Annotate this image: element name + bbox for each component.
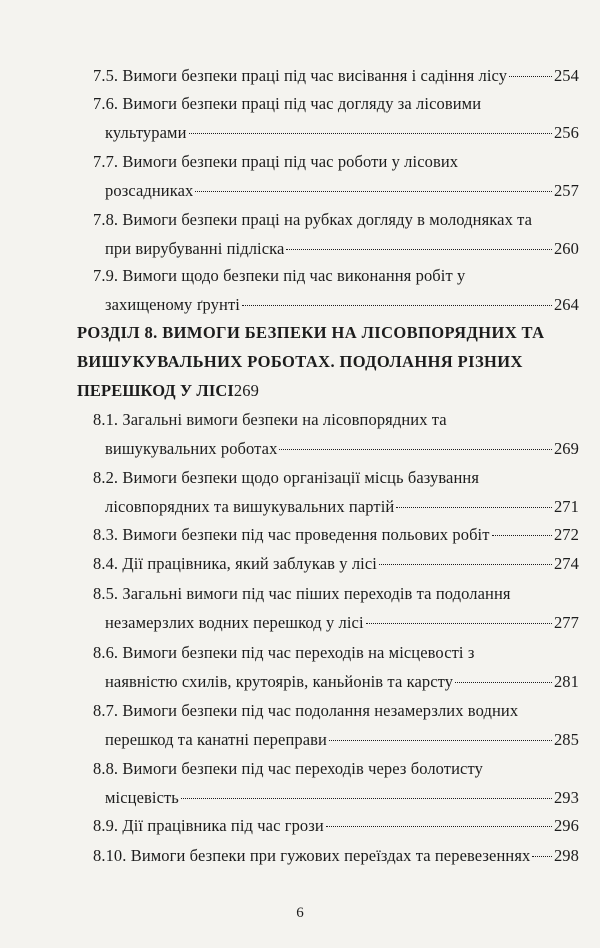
toc-entry-8-9 [93, 811, 579, 840]
section-title-line: РОЗДІЛ 8. ВИМОГИ БЕЗПЕКИ НА ЛІСОВПОРЯДНИХ ТА [77, 323, 545, 342]
toc-entry-title: 7.6. Вимоги безпеки праці під час догляду за лісовими [93, 94, 482, 113]
toc-entry-8-10 [93, 841, 579, 870]
toc-entry-7-6 [93, 89, 579, 147]
toc-line [93, 434, 579, 463]
toc-entry-7-7 [93, 147, 579, 205]
toc-entry-8-4 [93, 549, 579, 578]
section-title-line: ПЕРЕШКОД У ЛІСІ [77, 381, 234, 400]
toc-entry-8-7 [93, 696, 579, 754]
toc-line [93, 492, 579, 521]
toc-page-number: 257 [553, 181, 579, 200]
toc-entry-title-cont: лісовпорядних та вишукувальних партій [105, 497, 395, 516]
toc-line [93, 608, 579, 637]
dot-leader [286, 249, 551, 250]
toc-entry-7-5 [93, 61, 579, 90]
toc-entry-8-5 [93, 579, 579, 637]
dot-leader [366, 623, 552, 624]
toc-entry-title-cont: наявністю схилів, крутоярів, каньйонів та карсту [105, 672, 454, 691]
toc-entry-title: 8.5. Загальні вимоги під час піших переходів та подолання [93, 584, 511, 603]
dot-leader [181, 798, 552, 799]
toc-line [93, 811, 579, 840]
toc-line [93, 234, 579, 263]
toc-entry-title: 8.6. Вимоги безпеки під час переходів на місцевості з [93, 643, 475, 662]
dot-leader [195, 191, 552, 192]
toc-entry-8-6 [93, 638, 579, 696]
dot-leader [396, 507, 552, 508]
toc-entry-title-cont: при вирубуванні підліска [105, 239, 285, 258]
toc-page-number: 271 [553, 497, 579, 516]
dot-leader [455, 682, 552, 683]
toc-line [93, 290, 579, 319]
toc-entry-title-cont: розсадниках [105, 181, 194, 200]
toc-entry-title: 8.1. Загальні вимоги безпеки на лісовпорядних та [93, 410, 447, 429]
section-title-line: ВИШУКУВАЛЬНИХ РОБОТАХ. ПОДОЛАННЯ РІЗНИХ [77, 352, 523, 371]
toc-entry-title: 8.3. Вимоги безпеки під час проведення польових робіт [93, 525, 490, 544]
toc-entry-8-8 [93, 754, 579, 812]
toc-entry-8-1 [93, 405, 579, 463]
toc-line [93, 118, 579, 147]
toc-entry-7-8 [93, 205, 579, 263]
dot-leader [279, 449, 551, 450]
toc-page-number: 296 [553, 816, 579, 835]
toc-page-number: 254 [553, 66, 579, 85]
toc-line [93, 783, 579, 812]
page-number: 6 [296, 905, 304, 921]
toc-page-number: 260 [553, 239, 579, 258]
toc-page-number: 293 [553, 788, 579, 807]
toc-page-number: 281 [553, 672, 579, 691]
toc-entry-title: 8.10. Вимоги безпеки при гужових переїздах та перевезеннях [93, 846, 531, 865]
toc-entry-title: 7.8. Вимоги безпеки праці на рубках догляду в молодняках та [93, 210, 533, 229]
toc-entry-title: 7.7. Вимоги безпеки праці під час роботи у лісових [93, 152, 459, 171]
toc-line [93, 667, 579, 696]
toc-entry-8-3 [93, 520, 579, 549]
toc-page-number: 274 [553, 554, 579, 573]
toc-entry-title: 8.7. Вимоги безпеки під час подолання незамерзлих водних [93, 701, 519, 720]
toc-page-number: 272 [553, 525, 579, 544]
toc-entry-title: 8.2. Вимоги безпеки щодо організації місць базування [93, 468, 480, 487]
toc-entry-title: 8.8. Вимоги безпеки під час переходів через болотисту [93, 759, 483, 778]
toc-line [93, 549, 579, 578]
toc-entry-title-cont: захищеному ґрунті [105, 295, 240, 314]
toc-entry-title: 8.9. Дії працівника під час грози [93, 816, 324, 835]
toc-page-number: 264 [553, 295, 579, 314]
dot-leader [492, 535, 552, 536]
toc-page-number: 269 [233, 381, 259, 400]
toc-line [93, 61, 579, 90]
toc-line [93, 176, 579, 205]
toc-entry-title: 7.5. Вимоги безпеки праці під час висівання і садіння лісу [93, 66, 508, 85]
dot-leader [242, 305, 552, 306]
section-heading-8 [77, 318, 579, 405]
dot-leader [532, 856, 552, 857]
toc-line [77, 376, 579, 405]
toc-page-number: 269 [553, 439, 579, 458]
toc-line [93, 520, 579, 549]
toc-page-number: 277 [553, 613, 579, 632]
toc-entry-title-cont: вишукувальних роботах [105, 439, 278, 458]
toc-entry-8-2 [93, 463, 579, 521]
toc-line [93, 841, 579, 870]
toc-entry-title-cont: перешкод та канатні переправи [105, 730, 327, 749]
toc-page-number: 298 [553, 846, 579, 865]
dot-leader [329, 740, 552, 741]
toc-page-number: 256 [553, 123, 579, 142]
toc-entry-title: 8.4. Дії працівника, який заблукав у лісі [93, 554, 377, 573]
dot-leader [326, 826, 552, 827]
toc-page-number: 285 [553, 730, 579, 749]
toc-entry-title-cont: незамерзлих водних перешкод у лісі [105, 613, 364, 632]
toc-entry-7-9 [93, 261, 579, 319]
toc-entry-title-cont: культурами [105, 123, 187, 142]
dot-leader [189, 133, 552, 134]
toc-line [93, 725, 579, 754]
toc-entry-title-cont: місцевість [105, 788, 179, 807]
dot-leader [379, 564, 552, 565]
toc-entry-title: 7.9. Вимоги щодо безпеки під час виконання робіт у [93, 266, 466, 285]
dot-leader [509, 76, 552, 77]
